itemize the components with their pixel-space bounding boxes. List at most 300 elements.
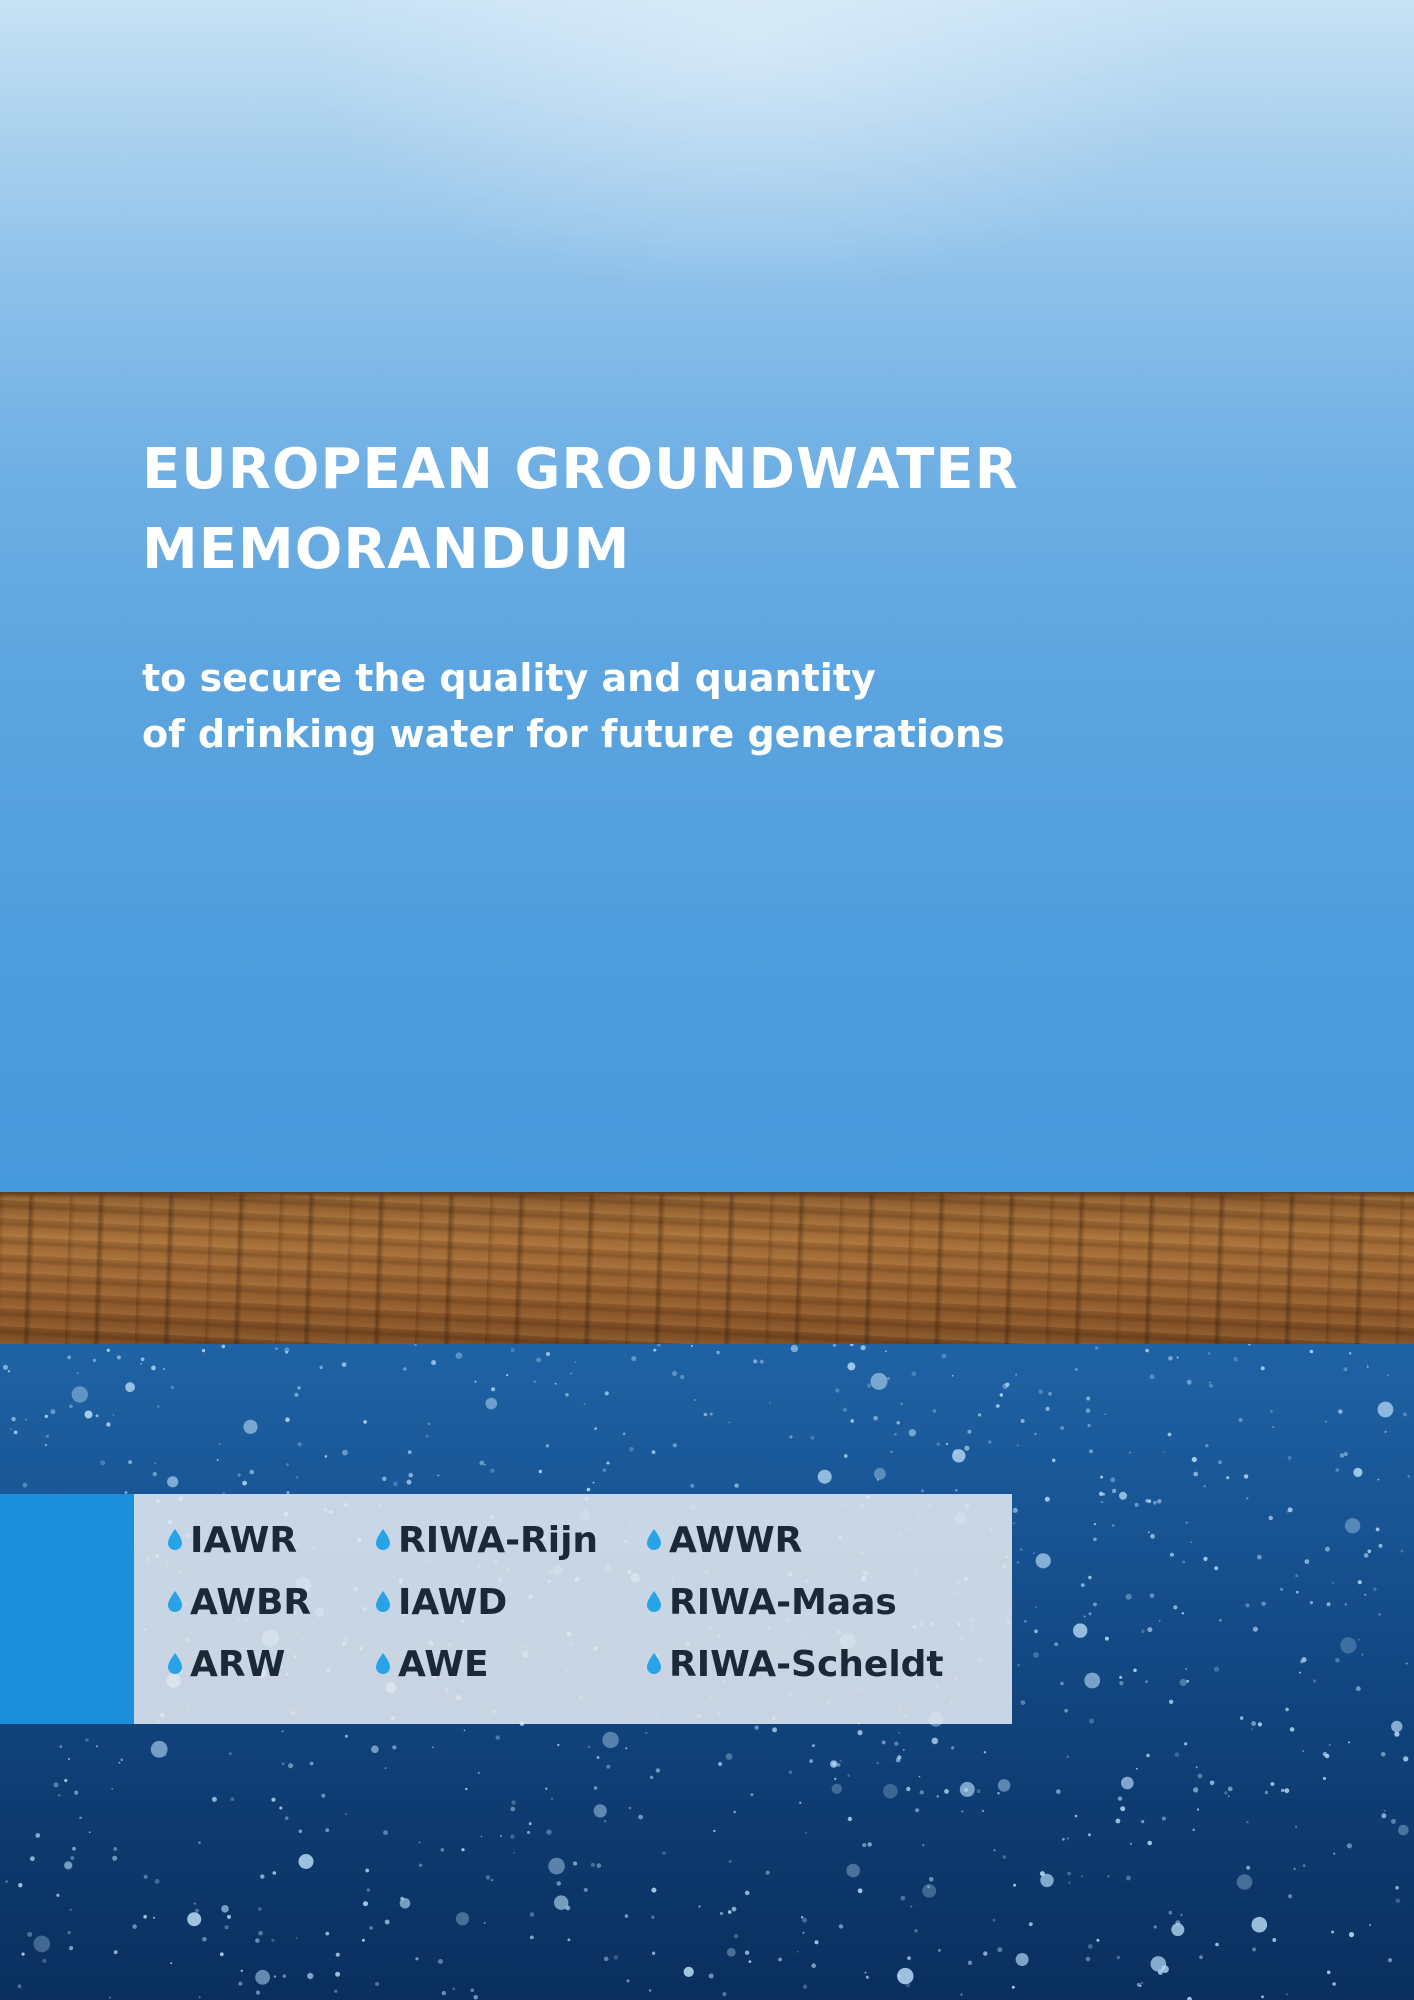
org-item-riwa-rijn bbox=[374, 1510, 598, 1570]
bubble bbox=[602, 1732, 618, 1748]
bubble bbox=[1269, 1516, 1273, 1520]
bubble bbox=[325, 1828, 329, 1832]
bubble bbox=[465, 1788, 467, 1790]
page-subtitle bbox=[142, 650, 1242, 762]
bubble bbox=[64, 1779, 67, 1782]
bubble bbox=[170, 1962, 172, 1964]
bubble bbox=[672, 1371, 677, 1376]
bubble bbox=[932, 1738, 939, 1745]
org-label: RIWA-Scheldt bbox=[669, 1643, 944, 1685]
bubble bbox=[1034, 1433, 1036, 1435]
bubble bbox=[1119, 1676, 1122, 1679]
bubble bbox=[212, 1797, 217, 1802]
bubble bbox=[652, 1952, 655, 1955]
bubble bbox=[1272, 1938, 1276, 1942]
bubble bbox=[868, 1842, 872, 1846]
bubble bbox=[993, 1849, 995, 1851]
water-drop-icon bbox=[166, 1652, 184, 1676]
bubble bbox=[310, 1762, 314, 1766]
bubble bbox=[594, 1786, 598, 1790]
bubble bbox=[1039, 1389, 1044, 1394]
bubble bbox=[382, 1477, 386, 1481]
bubble bbox=[1154, 1925, 1157, 1928]
bubble bbox=[1040, 1871, 1045, 1876]
bubble bbox=[1086, 1957, 1091, 1962]
bubble bbox=[27, 1932, 32, 1937]
bubble bbox=[72, 1386, 88, 1402]
bubble bbox=[1385, 1431, 1387, 1433]
bubble bbox=[606, 1765, 610, 1769]
bubble bbox=[481, 1836, 483, 1838]
bubble bbox=[118, 1762, 120, 1764]
bubble bbox=[1296, 1591, 1299, 1594]
bubble bbox=[789, 1435, 792, 1438]
bubble bbox=[903, 1749, 905, 1751]
bubble bbox=[72, 1847, 76, 1851]
bubble bbox=[690, 1484, 694, 1488]
bubble bbox=[456, 1912, 469, 1925]
water-drop-icon bbox=[374, 1652, 392, 1676]
bubble bbox=[1133, 1669, 1137, 1673]
bubble bbox=[649, 1989, 651, 1991]
bubble bbox=[1369, 1924, 1371, 1926]
bubble bbox=[470, 1988, 474, 1992]
bubble bbox=[1013, 1522, 1015, 1524]
bubble bbox=[811, 1963, 816, 1968]
bubble bbox=[79, 1817, 82, 1820]
bubble bbox=[491, 1879, 493, 1881]
bubble bbox=[408, 1473, 413, 1478]
bubble bbox=[187, 1912, 201, 1926]
bubble bbox=[955, 1489, 957, 1491]
bubble bbox=[195, 1909, 199, 1913]
bubble bbox=[1145, 1349, 1148, 1352]
bubble bbox=[59, 1745, 62, 1748]
bubble bbox=[952, 1375, 954, 1377]
bubble bbox=[70, 1856, 74, 1860]
bubble bbox=[106, 1422, 110, 1426]
bubble bbox=[431, 1360, 436, 1365]
bubble bbox=[1184, 1742, 1187, 1745]
bubble bbox=[442, 1991, 446, 1995]
bubble bbox=[834, 1778, 836, 1780]
bubble bbox=[1094, 1523, 1096, 1525]
bubble bbox=[297, 1386, 300, 1389]
bubble bbox=[335, 1972, 340, 1977]
bubble bbox=[1381, 1813, 1386, 1818]
bubble bbox=[1197, 1808, 1199, 1810]
bubble bbox=[46, 1435, 49, 1438]
bubble bbox=[1403, 1413, 1407, 1417]
org-item-iawd bbox=[374, 1572, 507, 1632]
bubble bbox=[219, 1443, 221, 1445]
bubble bbox=[369, 1926, 373, 1930]
bubble bbox=[1367, 1366, 1369, 1368]
bubble bbox=[285, 1816, 289, 1820]
bubble bbox=[286, 1463, 289, 1466]
bubble bbox=[978, 1413, 981, 1416]
bubble bbox=[274, 1975, 276, 1977]
bubble bbox=[847, 1774, 850, 1777]
bubble bbox=[125, 1382, 135, 1392]
bubble bbox=[334, 1990, 337, 1993]
bubble bbox=[1117, 1956, 1120, 1959]
bubble bbox=[1002, 1383, 1008, 1389]
bubble bbox=[1088, 1833, 1091, 1836]
bubble bbox=[67, 1356, 71, 1360]
bubble bbox=[199, 1996, 201, 1998]
bubble bbox=[242, 1481, 247, 1486]
bubble bbox=[85, 1411, 93, 1419]
bubble bbox=[319, 1366, 322, 1369]
bubble bbox=[486, 1398, 498, 1410]
bubble bbox=[461, 1848, 464, 1851]
bubble bbox=[840, 1760, 842, 1762]
bubble bbox=[222, 1345, 226, 1349]
bubble bbox=[1288, 1456, 1292, 1460]
bubble bbox=[385, 1920, 390, 1925]
bubble bbox=[30, 1856, 35, 1861]
bubble bbox=[551, 1798, 553, 1800]
bubble bbox=[510, 1834, 514, 1838]
bubble bbox=[718, 1762, 722, 1766]
bubble bbox=[745, 1951, 749, 1955]
bubble bbox=[709, 1974, 714, 1979]
bubble bbox=[539, 1470, 542, 1473]
bubble bbox=[202, 1349, 205, 1352]
bubble bbox=[691, 1345, 693, 1347]
bubble bbox=[428, 1422, 431, 1425]
bubble bbox=[1112, 1524, 1115, 1527]
org-item-awe bbox=[374, 1634, 489, 1694]
bubble bbox=[1398, 1825, 1409, 1836]
bubble bbox=[936, 1795, 939, 1798]
bubble bbox=[1084, 1616, 1086, 1618]
bubble bbox=[89, 1831, 91, 1833]
bubble bbox=[951, 1746, 954, 1749]
bubble bbox=[555, 1383, 557, 1385]
bubble bbox=[432, 1746, 434, 1748]
bubble bbox=[1121, 1777, 1134, 1790]
bubble bbox=[407, 1480, 412, 1485]
bubble bbox=[997, 1947, 1002, 1952]
bubble bbox=[1060, 1682, 1064, 1686]
org-label: RIWA-Rijn bbox=[398, 1519, 599, 1561]
bubble bbox=[113, 1847, 117, 1851]
bubble bbox=[1075, 1368, 1078, 1371]
bubble bbox=[734, 1934, 738, 1938]
bubble bbox=[919, 1776, 921, 1778]
bubble bbox=[1159, 1620, 1161, 1622]
bubble bbox=[299, 1854, 314, 1869]
bubble bbox=[225, 1925, 229, 1929]
bubble bbox=[726, 1753, 733, 1760]
bubble bbox=[1258, 1722, 1262, 1726]
page-title bbox=[142, 430, 1192, 590]
bubble bbox=[1305, 1559, 1310, 1564]
bubble bbox=[832, 1784, 842, 1794]
bubble bbox=[1340, 1637, 1356, 1653]
bubble bbox=[848, 1817, 852, 1821]
bubble bbox=[818, 1470, 832, 1484]
bubble bbox=[155, 1879, 160, 1884]
bubble bbox=[415, 1957, 418, 1960]
bubble bbox=[1345, 1603, 1347, 1605]
bubble bbox=[1198, 1774, 1203, 1779]
bubble bbox=[1406, 1662, 1408, 1664]
bubble bbox=[984, 1751, 986, 1753]
bubble bbox=[294, 1393, 298, 1397]
title-line-1: EUROPEAN GROUNDWATER bbox=[142, 437, 1019, 502]
bubble bbox=[438, 1959, 443, 1964]
bubble bbox=[910, 1906, 912, 1908]
bubble bbox=[810, 1436, 814, 1440]
bubble bbox=[375, 1982, 379, 1986]
bubble bbox=[18, 1883, 22, 1887]
bubble bbox=[1168, 1911, 1172, 1915]
org-label: AWE bbox=[398, 1643, 489, 1685]
bubble bbox=[279, 1807, 282, 1810]
bubble bbox=[858, 1888, 863, 1893]
bubble bbox=[1095, 1346, 1098, 1349]
bubble bbox=[1373, 1588, 1376, 1591]
bubble bbox=[1205, 1444, 1208, 1447]
bubble bbox=[18, 1984, 22, 1988]
bubble bbox=[625, 1747, 627, 1749]
bubble bbox=[1088, 1944, 1093, 1949]
bubble bbox=[419, 1842, 421, 1844]
bubble bbox=[456, 1352, 463, 1359]
bubble bbox=[1356, 1686, 1361, 1691]
bubble bbox=[1252, 1947, 1256, 1951]
bubble bbox=[1192, 1457, 1197, 1462]
org-item-arw bbox=[166, 1634, 285, 1694]
bubble bbox=[1286, 1993, 1288, 1995]
bubble bbox=[1141, 1629, 1145, 1633]
bubble bbox=[704, 1413, 708, 1417]
bubble bbox=[255, 1938, 260, 1943]
bubble bbox=[1215, 1943, 1219, 1947]
bubble bbox=[14, 1431, 18, 1435]
bubble bbox=[1388, 1958, 1392, 1962]
bubble bbox=[906, 1983, 910, 1987]
bubble bbox=[909, 1429, 916, 1436]
bubble bbox=[911, 1371, 916, 1376]
bubble bbox=[35, 1833, 40, 1838]
bubble bbox=[629, 1447, 634, 1452]
bubble bbox=[964, 1446, 969, 1451]
bubble bbox=[202, 1937, 207, 1942]
bubble bbox=[534, 1380, 537, 1383]
bubble bbox=[1017, 1561, 1020, 1564]
bubble bbox=[890, 1451, 892, 1453]
bubble bbox=[713, 1830, 715, 1832]
bubble bbox=[1186, 1680, 1189, 1683]
bubble bbox=[710, 1413, 713, 1416]
bubble bbox=[1391, 1721, 1402, 1732]
bubble bbox=[1180, 1679, 1187, 1686]
bubble bbox=[812, 1744, 815, 1747]
bubble bbox=[1067, 1756, 1069, 1758]
bubble bbox=[680, 1375, 684, 1379]
bubble bbox=[573, 1862, 577, 1866]
bubble bbox=[568, 1938, 571, 1941]
bubble bbox=[591, 1863, 595, 1867]
bubble bbox=[1016, 1953, 1029, 1966]
bubble bbox=[716, 1351, 719, 1354]
bubble bbox=[626, 1979, 629, 1982]
bubble bbox=[1045, 1497, 1050, 1502]
bubble bbox=[230, 1797, 234, 1801]
bubble bbox=[1017, 1664, 1020, 1667]
bubble bbox=[961, 1810, 963, 1812]
bubble bbox=[570, 1372, 572, 1374]
bubble bbox=[167, 1476, 178, 1487]
bubble bbox=[307, 1973, 313, 1979]
bubble bbox=[93, 1359, 96, 1362]
bubble bbox=[1219, 1619, 1221, 1621]
bubble bbox=[1150, 1374, 1155, 1379]
bubble bbox=[475, 1381, 477, 1383]
bubble bbox=[565, 1393, 569, 1397]
bubble bbox=[1013, 1508, 1018, 1513]
bubble bbox=[363, 1420, 367, 1424]
bubble bbox=[597, 1863, 602, 1868]
bubble bbox=[385, 1767, 387, 1769]
bubble bbox=[960, 1782, 975, 1797]
bubble bbox=[593, 1482, 595, 1484]
bubble bbox=[874, 1468, 886, 1480]
bubble bbox=[1116, 1819, 1121, 1824]
bubble bbox=[151, 1741, 168, 1758]
bubble bbox=[1141, 1982, 1143, 1984]
bubble bbox=[694, 1399, 696, 1401]
bubble bbox=[1060, 1426, 1064, 1430]
bubble bbox=[1257, 1555, 1262, 1560]
bubble bbox=[111, 1788, 113, 1790]
bubble bbox=[1119, 1492, 1127, 1500]
bubble bbox=[171, 1386, 174, 1389]
bubble bbox=[77, 1372, 79, 1374]
bubble bbox=[1130, 1843, 1132, 1845]
org-label: IAWD bbox=[398, 1581, 508, 1623]
bubble bbox=[1349, 1932, 1354, 1937]
bubble bbox=[1015, 1374, 1017, 1376]
bubble bbox=[1253, 1627, 1258, 1632]
bubble bbox=[1087, 1424, 1090, 1427]
bubble bbox=[1340, 1453, 1345, 1458]
bubble bbox=[1240, 1716, 1244, 1720]
bubble bbox=[45, 1415, 48, 1418]
bubble bbox=[1400, 1550, 1403, 1553]
bubble bbox=[946, 1443, 948, 1445]
bubble bbox=[1036, 1553, 1051, 1568]
bubble bbox=[128, 1460, 132, 1464]
bubble bbox=[968, 1961, 972, 1965]
bubble bbox=[1327, 1602, 1331, 1606]
bubble bbox=[117, 1355, 121, 1359]
bubble bbox=[809, 1759, 813, 1763]
bubble bbox=[1210, 1781, 1215, 1786]
bubble bbox=[1086, 1397, 1090, 1401]
bubble bbox=[464, 1730, 466, 1732]
bubble bbox=[797, 1951, 799, 1953]
bubble bbox=[70, 1909, 72, 1911]
bubble bbox=[652, 1450, 656, 1454]
bubble bbox=[799, 1802, 801, 1804]
bubble bbox=[548, 1858, 565, 1875]
bubble bbox=[151, 1366, 156, 1371]
bubble bbox=[1396, 1899, 1400, 1903]
org-item-awwr bbox=[645, 1510, 802, 1570]
bubble bbox=[132, 1924, 137, 1929]
bubble bbox=[392, 1745, 396, 1749]
bubble bbox=[1290, 1727, 1295, 1732]
bubble bbox=[1157, 1499, 1161, 1503]
bubble bbox=[1214, 1667, 1219, 1672]
bubble bbox=[1024, 1620, 1027, 1623]
bubble bbox=[58, 1794, 61, 1797]
bubble bbox=[1387, 1374, 1389, 1376]
bubble bbox=[400, 1898, 411, 1909]
bubble bbox=[1182, 1561, 1185, 1564]
bubble bbox=[109, 1996, 111, 1998]
bubble bbox=[732, 1907, 737, 1912]
bubble bbox=[437, 1474, 439, 1476]
bubble bbox=[1021, 1419, 1025, 1423]
bubble bbox=[605, 1391, 609, 1395]
bubble bbox=[1300, 1660, 1303, 1663]
bubble bbox=[1089, 1449, 1093, 1453]
bubble bbox=[69, 1946, 73, 1950]
bubble bbox=[960, 1994, 962, 1996]
bubble bbox=[1203, 1557, 1207, 1561]
bubble bbox=[491, 1387, 495, 1391]
bubble bbox=[1364, 1553, 1369, 1558]
bubble bbox=[1333, 1853, 1335, 1855]
bubble bbox=[921, 1490, 924, 1493]
bubble bbox=[56, 1894, 59, 1897]
org-item-awbr bbox=[166, 1572, 311, 1632]
bubble bbox=[221, 1905, 229, 1913]
bubble bbox=[1003, 1855, 1007, 1859]
bubble bbox=[1281, 1789, 1284, 1792]
bubble bbox=[426, 1435, 429, 1438]
bubble bbox=[867, 1384, 871, 1388]
bubble bbox=[1379, 1544, 1383, 1548]
bubble bbox=[557, 1881, 561, 1885]
bubble bbox=[914, 1929, 918, 1933]
bubble bbox=[1348, 1741, 1350, 1743]
bubble bbox=[1295, 1826, 1297, 1828]
bubble bbox=[258, 1931, 263, 1936]
bubble bbox=[1228, 1787, 1233, 1792]
org-label: IAWR bbox=[190, 1519, 298, 1561]
bubble bbox=[1052, 1459, 1056, 1463]
bubble bbox=[898, 1732, 900, 1734]
bubble bbox=[803, 1932, 805, 1934]
bubble bbox=[942, 1354, 947, 1359]
bubble bbox=[296, 1937, 298, 1939]
bubble bbox=[121, 1758, 124, 1761]
bubble bbox=[938, 1949, 941, 1952]
bubble bbox=[953, 1450, 958, 1455]
bubble bbox=[530, 1912, 535, 1917]
bubble bbox=[227, 1915, 231, 1919]
bubble bbox=[511, 1348, 515, 1352]
bubble bbox=[1245, 1603, 1249, 1607]
bubble bbox=[241, 1970, 243, 1972]
